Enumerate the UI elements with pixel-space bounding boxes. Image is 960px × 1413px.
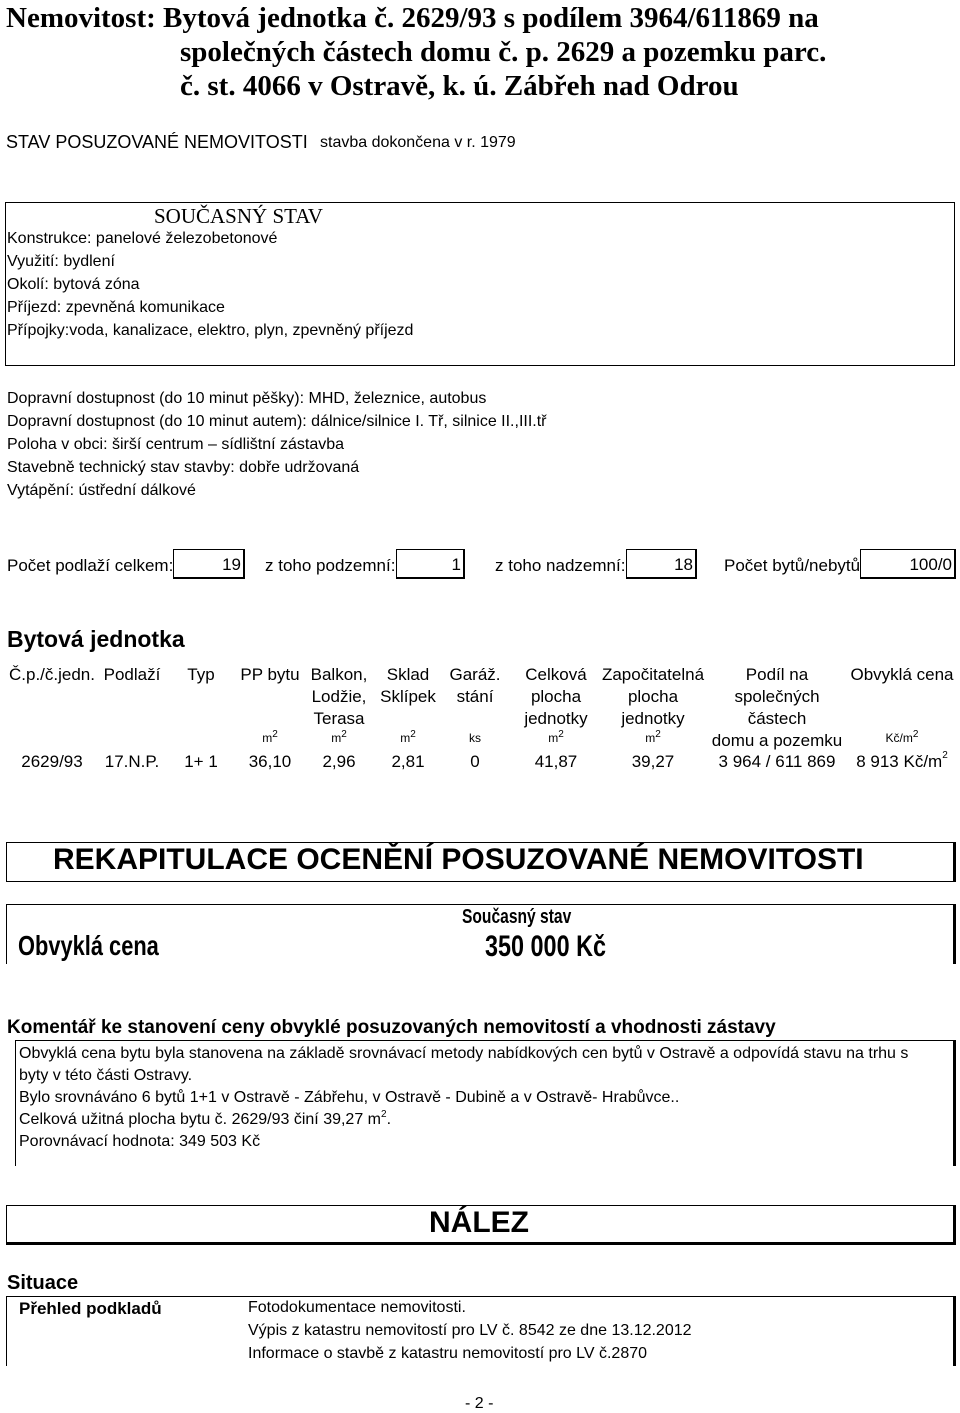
col-header-pp: PP bytu [240, 665, 300, 684]
col-header-podlazi: Podlaží [103, 665, 161, 684]
rekap-state-label: Současný stav [462, 906, 572, 928]
rekap-price-area-right [953, 904, 956, 964]
nalez-heading: NÁLEZ [429, 1206, 529, 1239]
col-header-typ: Typ [187, 665, 215, 684]
row-sklad: 2,81 [391, 752, 425, 771]
row-cp: 2629/93 [21, 752, 83, 771]
row-zapocitatelna: 39,27 [631, 752, 675, 771]
col-header-celkova: Celková plocha jednotky [524, 665, 588, 728]
comment-line-2: byty v této části Ostravy. [19, 1067, 193, 1084]
info-line-5: Vytápění: ústřední dálkové [7, 482, 196, 499]
comment-line-3: Bylo srovnáváno 6 bytů 1+1 v Ostravě - Zábřehu, v Ostravě - Dubině a v Ostravě- Hrabůvce.. [19, 1089, 680, 1106]
comment-line-4: Celková užitná plocha bytu č. 2629/93 činí 39,27 $m^2$. [19, 1109, 392, 1128]
col-header-podil: Podíl na společných částech domu a pozemku [711, 665, 843, 750]
sources-label: Přehled podkladů [19, 1299, 162, 1318]
soucasny-line-1: Konstrukce: panelové železobetonové [7, 230, 278, 247]
title-line-3: č. st. 4066 v Ostravě, k. ú. Zábřeh nad Odrou [180, 70, 739, 102]
soucasny-stav-heading: SOUČASNÝ STAV [154, 204, 323, 228]
info-line-2: Dopravní dostupnost (do 10 minut autem): dálnice/silnice I. Tř, silnice II.,III.tř [7, 413, 547, 430]
col-header-garaz: Garáž. stání [449, 665, 501, 706]
page-number: - 2 - [465, 1395, 494, 1412]
col-header-cena: Obvyklá cena [850, 665, 954, 684]
unit-celkova: $m^2$ [548, 729, 564, 745]
col-header-cp: Č.p./č.jedn. [9, 665, 95, 684]
flats-value: 100/0 [860, 549, 956, 579]
unit-zapocitatelna: $m^2$ [645, 729, 661, 745]
stav-label: STAV POSUZOVANÉ NEMOVITOSTI [6, 132, 308, 152]
comment-line-1: Obvyklá cena bytu byla stanovena na základě srovnávací metody nabídkových cen bytů v Ostravě a odpovídá stavu na trhu s [19, 1045, 909, 1062]
comment-line-5: Porovnávací hodnota: 349 503 Kč [19, 1133, 261, 1150]
floors-under-value: 1 [396, 549, 465, 579]
soucasny-line-4: Příjezd: zpevněná komunikace [7, 299, 225, 316]
floors-under-label: z toho podzemní: [265, 556, 396, 575]
comment-heading: Komentář ke stanovení ceny obvyklé posuzovaných nemovitostí a vhodnosti zástavy [7, 1017, 776, 1038]
col-header-zapocitatelna: Započitatelná plocha jednotky [601, 665, 705, 728]
info-line-1: Dopravní dostupnost (do 10 minut pěšky): MHD, železnice, autobus [7, 390, 487, 407]
soucasny-line-2: Využití: bydlení [7, 253, 115, 270]
rekap-heading: REKAPITULACE OCENĚNÍ POSUZOVANÉ NEMOVITOSTI [53, 843, 864, 876]
rekap-price-value: 350 000 Kč [485, 930, 607, 963]
unit-cena: $Kč/m^2$ [885, 729, 919, 745]
info-line-4: Stavebně technický stav stavby: dobře udržovaná [7, 459, 360, 476]
row-garaz: 0 [470, 752, 480, 771]
source-2: Výpis z katastru nemovitostí pro LV č. 8542 ze dne 13.12.2012 [248, 1322, 692, 1339]
row-celkova: 41,87 [534, 752, 578, 771]
unit-heading: Bytová jednotka [7, 626, 185, 652]
source-1: Fotodokumentace nemovitosti. [248, 1299, 466, 1316]
info-line-3: Poloha v obci: širší centrum – sídlištní zástavba [7, 436, 345, 453]
floors-total-value: 19 [173, 549, 245, 579]
rekap-price-label: Obvyklá cena [18, 930, 159, 961]
unit-garaz: ks [469, 731, 481, 745]
row-typ: 1+ 1 [184, 752, 218, 771]
situace-box-left [6, 1296, 7, 1366]
title-line-2: společných částech domu č. p. 2629 a pozemku parc. [180, 36, 827, 68]
unit-balkon: $m^2$ [331, 729, 347, 745]
unit-sklad: $m^2$ [400, 729, 416, 745]
source-3: Informace o stavbě z katastru nemovitostí pro LV č.2870 [248, 1345, 648, 1362]
situace-box-top [6, 1296, 956, 1297]
flats-label: Počet bytů/nebytů [724, 556, 861, 575]
stav-value: stavba dokončena v r. 1979 [320, 134, 516, 151]
row-balkon: 2,96 [322, 752, 356, 771]
soucasny-line-5: Přípojky:voda, kanalizace, elektro, plyn, zpevněný příjezd [7, 322, 414, 339]
row-cena: 8 913 $Kč/m^2$ [856, 750, 948, 771]
row-pp: 36,10 [248, 752, 292, 771]
col-header-balkon: Balkon, Lodžie, Terasa [310, 665, 368, 728]
row-podil: 3 964 / 611 869 [718, 752, 836, 771]
rekap-price-area-top [6, 904, 956, 905]
floors-above-value: 18 [626, 549, 697, 579]
title-line-1: Nemovitost: Bytová jednotka č. 2629/93 s podílem 3964/611869 na [6, 2, 819, 34]
col-header-sklad: Sklad Sklípek [380, 665, 436, 706]
floors-total-label: Počet podlaží celkem: [7, 556, 174, 575]
row-podlazi: 17.N.P. [104, 752, 160, 771]
floors-above-label: z toho nadzemní: [495, 556, 626, 575]
situace-box-right [953, 1296, 956, 1366]
rekap-price-area-left [6, 904, 7, 964]
soucasny-line-3: Okolí: bytová zóna [7, 276, 140, 293]
situace-heading: Situace [7, 1272, 79, 1294]
soucasny-stav-box [5, 202, 955, 366]
unit-pp: $m^2$ [262, 729, 278, 745]
